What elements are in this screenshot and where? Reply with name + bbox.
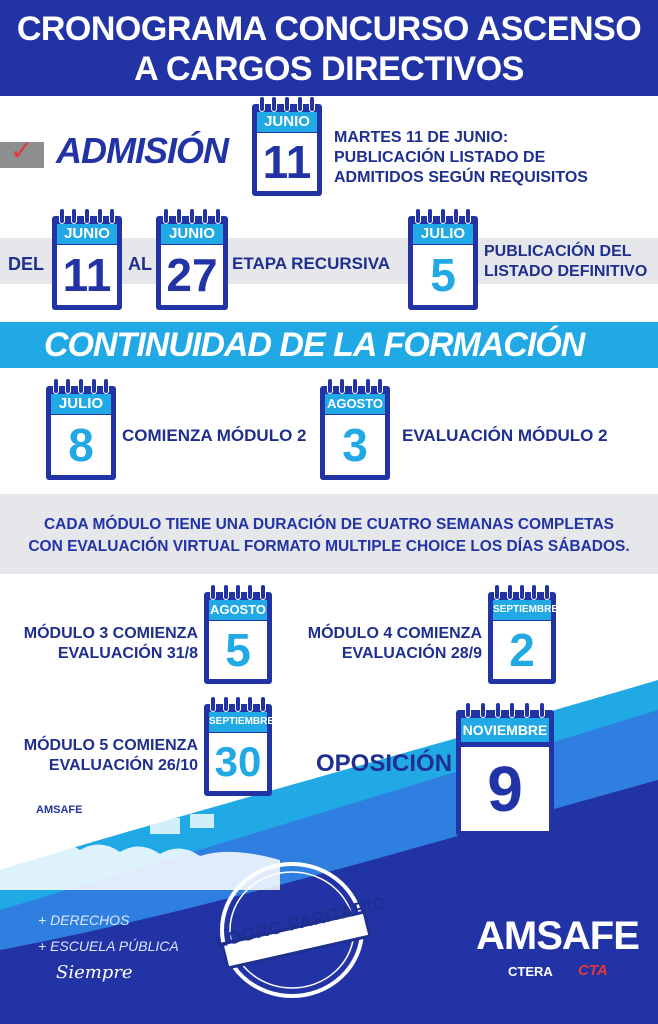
admision-text-3: ADMITIDOS SEGÚN REQUISITOS: [334, 169, 588, 186]
calendar-day: 30: [209, 733, 267, 791]
formacion-title: CONTINUIDAD DE LA FORMACIÓN: [44, 326, 585, 364]
al-label: AL: [128, 254, 152, 274]
calendar-evaluacion-2: [320, 378, 390, 480]
calendar-day: 11: [57, 245, 117, 305]
calendar-month: SEPTIEMBRE: [209, 712, 267, 732]
modulo-4-text-1: MÓDULO 4 COMIENZA: [307, 625, 482, 642]
ctera-logo: CTERA: [508, 964, 553, 979]
nota-line-2: CON EVALUACIÓN VIRTUAL FORMATO MULTIPLE CHOICE LOS DÍAS SÁBADOS.: [28, 538, 630, 555]
final-text-2: LISTADO DEFINITIVO: [484, 263, 648, 280]
calendar-day: 8: [51, 415, 111, 475]
modulo-5-text-2: EVALUACIÓN 26/10: [48, 757, 198, 774]
admision-label: ADMISIÓN: [56, 130, 228, 171]
calendar-listado-final: [408, 208, 478, 310]
modulo-5-text-1: MÓDULO 5 COMIENZA: [23, 737, 198, 754]
calendar-modulo-4: [488, 584, 559, 684]
calendar-month: AGOSTO: [209, 600, 267, 620]
oposicion-label: OPOSICIÓN: [316, 750, 453, 777]
calendar-month: NOVIEMBRE: [461, 718, 549, 742]
siempre-text: Siempre: [56, 962, 133, 983]
calendar-oposicion: [456, 702, 554, 836]
calendar-day: 2: [493, 621, 551, 679]
calendar-month: JULIO: [413, 224, 473, 244]
admision-text-2: PUBLICACIÓN LISTADO DE: [334, 149, 546, 166]
calendar-month: JULIO: [51, 394, 111, 414]
cta-logo: CTA: [578, 962, 608, 979]
modulo-4-text-2: EVALUACIÓN 28/9: [341, 645, 482, 662]
calendar-day: 5: [413, 245, 473, 305]
calendar-month: SEPTIEMBRE: [493, 600, 551, 620]
calendar-month: JUNIO: [161, 224, 223, 244]
calendar-month: JUNIO: [257, 112, 317, 132]
del-label: DEL: [8, 254, 44, 274]
derechos-text: + DERECHOS: [38, 912, 130, 928]
calendar-modulo-3: [204, 584, 272, 684]
calendar-day: 11: [257, 133, 317, 191]
recursiva-label: ETAPA RECURSIVA: [232, 254, 391, 273]
calendar-recursiva-to: [156, 208, 228, 310]
amsafe-logo: AMSAFE: [476, 914, 639, 958]
admision-text-1: MARTES 11 DE JUNIO:: [334, 129, 509, 146]
calendar-day: 3: [325, 415, 385, 475]
evaluacion-2-text: EVALUACIÓN MÓDULO 2: [402, 426, 608, 445]
modulo-3-text-2: EVALUACIÓN 31/8: [57, 645, 198, 662]
calendar-month: AGOSTO: [325, 394, 385, 414]
title-line-1: CRONOGRAMA CONCURSO ASCENSO: [16, 10, 642, 48]
seal-text: LOGRO PARITARIO: [213, 892, 389, 952]
modulo-3-text-1: MÓDULO 3 COMIENZA: [23, 625, 198, 642]
calendar-month: JUNIO: [57, 224, 117, 244]
final-text-1: PUBLICACIÓN DEL: [484, 243, 632, 260]
check-icon: ✓: [10, 135, 34, 166]
calendar-admision: [252, 96, 322, 196]
calendar-day: 5: [209, 621, 267, 679]
calendar-day: 27: [161, 245, 223, 305]
calendar-recursiva-from: [52, 208, 122, 310]
nota-line-1: CADA MÓDULO TIENE UNA DURACIÓN DE CUATRO SEMANAS COMPLETAS: [43, 516, 615, 533]
escuela-text: + ESCUELA PÚBLICA: [38, 938, 179, 954]
modulo-2-text: COMIENZA MÓDULO 2: [122, 426, 307, 445]
calendar-day: 9: [461, 747, 549, 831]
flag-text: AMSAFE: [36, 804, 83, 816]
title-line-2: A CARGOS DIRECTIVOS: [134, 50, 524, 88]
calendar-modulo-2: [46, 378, 116, 480]
